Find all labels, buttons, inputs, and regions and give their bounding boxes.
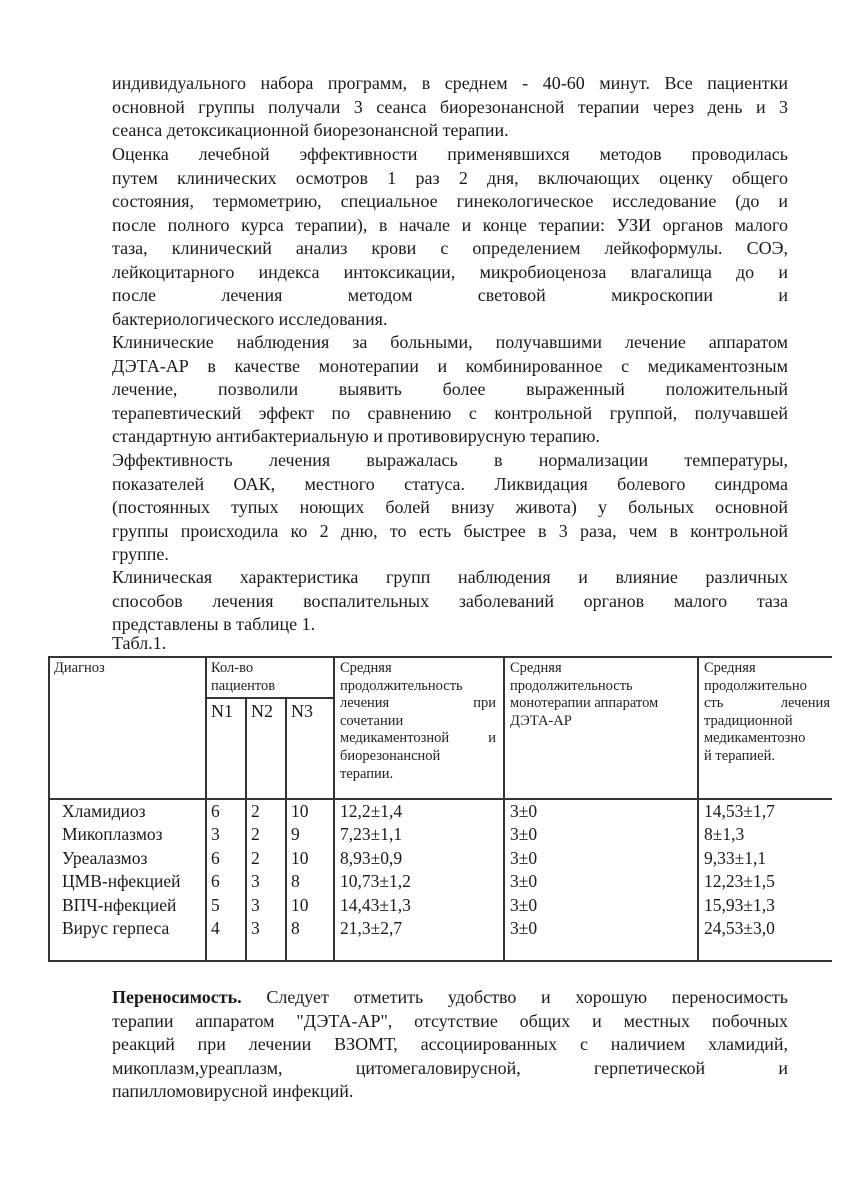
- text-line: группы происходила ко 2 дню, то есть быстрее в 3 раза, чем в контрольной: [112, 520, 788, 541]
- text-line: реакций при лечении ВЗОМТ, ассоциированных с наличием хламидий,: [112, 1034, 788, 1054]
- table-cell-combined: 12,2±1,4: [340, 801, 403, 821]
- table-col-divider: [333, 656, 335, 961]
- table-border-top: [48, 656, 832, 658]
- text-line: способов лечения воспалительных заболеваний органов малого таза: [112, 590, 788, 611]
- table-cell-n3: 10: [291, 847, 309, 868]
- table-cell-combined: 21,3±2,7: [340, 918, 403, 938]
- table-cell-n2: 2: [251, 847, 260, 868]
- text-line: Эффективность лечения выражалась в нормализации температуры,: [112, 450, 788, 470]
- text-line: Клиническая характеристика групп наблюдения и влияние различных: [112, 567, 788, 587]
- header-line: продолжительность: [510, 677, 633, 694]
- text-line: Клинические наблюдения за больными, получавшими лечение аппаратом: [112, 332, 788, 352]
- header-line: лечения при: [340, 695, 496, 712]
- table-cell-n2: 3: [251, 918, 260, 938]
- text-line: состояния, термометрию, специальное гинекологическое исследование (до и: [112, 191, 788, 211]
- paragraph-4: [112, 449, 788, 567]
- text-line: группе.: [112, 544, 169, 564]
- table-subheader-divider: [205, 697, 333, 699]
- table-col-divider: [697, 656, 699, 961]
- header-line: Средняя: [340, 660, 392, 676]
- text-line: микоплазм,уреаплазм, цитомегаловирусной, герпетической и: [112, 1057, 788, 1078]
- text-line: папилломовирусной инфекций.: [112, 1081, 354, 1101]
- text-line: индивидуального набора программ, в среднем - 40-60 минут. Все пациентки: [112, 73, 788, 93]
- header-line: терапии.: [340, 765, 394, 782]
- table-cell-n2: 3: [251, 894, 260, 915]
- table-col-divider: [205, 656, 207, 961]
- table-border-left: [48, 656, 50, 961]
- table-cell-n3: 9: [291, 824, 300, 845]
- text-line: ДЭТА-АР в качестве монотерапии и комбинированное с медикаментозным: [112, 355, 788, 376]
- table-cell-mono: 3±0: [510, 871, 538, 892]
- table-cell-n3: 8: [291, 918, 300, 938]
- header-line: Кол-во: [211, 660, 254, 676]
- table-col-divider: [245, 697, 247, 961]
- table-cell-traditional: 9,33±1,1: [704, 847, 767, 868]
- text-line: показателей ОАК, местного статуса. Ликвидация болевого синдрома: [112, 473, 788, 494]
- table-cell-n1: 6: [211, 847, 220, 868]
- header-diagnosis: Диагноз: [54, 660, 105, 676]
- table-border-bottom: [48, 960, 832, 962]
- table-col-divider: [503, 656, 505, 961]
- table-cell-n3: 10: [291, 894, 309, 915]
- header-line: медикаментозно: [704, 730, 806, 747]
- table-cell-mono: 3±0: [510, 847, 538, 868]
- table-cell-traditional: 14,53±1,7: [704, 801, 775, 821]
- table-cell-mono: 3±0: [510, 801, 538, 821]
- text-line: лечение, позволили выявить более выраженный положительный: [112, 379, 788, 399]
- text-line: основной группы получали 3 сеанса биорезонансной терапии через день и 3: [112, 96, 788, 117]
- text-line: лейкоцитарного индекса интоксикации, микробиоценоза влагалища до и: [112, 261, 788, 282]
- table-cell-n3: 10: [291, 801, 309, 821]
- text-line: стандартную антибактериальную и противовирусную терапию.: [112, 426, 600, 446]
- text-line: Оценка лечебной эффективности применявшихся методов проводилась: [112, 144, 788, 164]
- header-line: сочетании: [340, 712, 404, 729]
- table-cell-n1: 6: [211, 801, 220, 821]
- table-cell-n3: 8: [291, 871, 300, 892]
- paragraph-1: [112, 72, 788, 143]
- table-cell-combined: 8,93±0,9: [340, 847, 403, 868]
- header-line: продолжительность: [340, 677, 463, 694]
- table-col-divider: [285, 697, 287, 961]
- header-line: традиционной: [704, 712, 793, 729]
- header-line: Средняя: [704, 660, 756, 676]
- header-n3: N3: [291, 701, 313, 721]
- table-cell-combined: 10,73±1,2: [340, 871, 411, 892]
- paragraph-2: [112, 143, 788, 331]
- text-line: сеанса детоксикационной биорезонансной терапии.: [112, 120, 509, 140]
- table-cell-n1: 4: [211, 918, 220, 938]
- header-n1: N1: [211, 701, 233, 721]
- header-line: продолжительно: [704, 677, 807, 694]
- table-cell-n2: 3: [251, 871, 260, 892]
- tolerance-paragraph: [112, 986, 788, 1104]
- header-line: Средняя: [510, 660, 562, 676]
- table-cell-diagnosis: ЦМВ-нфекцией: [62, 871, 181, 892]
- table-cell-combined: 7,23±1,1: [340, 824, 403, 845]
- header-combined-therapy: [340, 660, 496, 783]
- table-cell-n1: 3: [211, 824, 220, 845]
- text-line: (постоянных тупых ноющих болей внизу живота) у больных основной: [112, 497, 788, 517]
- table-cell-diagnosis: Хламидиоз: [62, 801, 146, 821]
- table-cell-traditional: 8±1,3: [704, 824, 745, 845]
- text-line: терапии аппаратом "ДЭТА-АР", отсутствие общих и местных побочных: [112, 1010, 788, 1031]
- table-cell-diagnosis: Уреалазмоз: [62, 847, 148, 868]
- paragraph-5: [112, 566, 788, 637]
- table-cell-traditional: 24,53±3,0: [704, 918, 775, 938]
- table-caption: Табл.1.: [112, 633, 167, 653]
- paragraph-3: [112, 331, 788, 449]
- header-patient-count: [211, 660, 329, 695]
- text-line: после лечения методом световой микроскопии и: [112, 285, 788, 305]
- header-monotherapy: [510, 660, 694, 730]
- header-line: сть лечения: [704, 695, 830, 712]
- header-line: медикаментозной и: [340, 730, 496, 747]
- header-line: монотерапии аппаратом: [510, 695, 659, 712]
- table-cell-combined: 14,43±1,3: [340, 894, 411, 915]
- text-line: таза, клинический анализ крови с определением лейкоформулы. СОЭ,: [112, 238, 788, 258]
- results-table: [48, 656, 832, 961]
- header-line: биорезонансной: [340, 747, 441, 764]
- text-line: бактериологического исследования.: [112, 308, 388, 329]
- table-cell-n1: 5: [211, 894, 220, 915]
- tolerance-heading: Переносимость.: [112, 987, 242, 1007]
- table-cell-traditional: 15,93±1,3: [704, 894, 775, 915]
- text-line: представлены в таблице 1.: [112, 614, 316, 634]
- table-cell-n2: 2: [251, 824, 260, 845]
- text-line: путем клинических осмотров 1 раз 2 дня, включающих оценку общего: [112, 167, 788, 188]
- table-cell-mono: 3±0: [510, 894, 538, 915]
- text-line: терапевтический эффект по сравнению с контрольной группой, получавшей: [112, 402, 788, 423]
- table-cell-traditional: 12,23±1,5: [704, 871, 775, 892]
- text-line: после полного курса терапии), в начале и конце терапии: УЗИ органов малого: [112, 214, 788, 235]
- header-line: ДЭТА-АР: [510, 712, 572, 729]
- table-cell-mono: 3±0: [510, 918, 538, 938]
- header-line: й терапией.: [704, 747, 775, 764]
- table-cell-n1: 6: [211, 871, 220, 892]
- header-traditional-therapy: [704, 660, 830, 766]
- header-n2: N2: [251, 701, 273, 721]
- header-line: пациентов: [211, 677, 276, 694]
- text-line: [112, 986, 788, 1010]
- table-cell-diagnosis: Микоплазмоз: [62, 824, 163, 845]
- table-cell-n2: 2: [251, 801, 260, 821]
- table-cell-diagnosis: ВПЧ-нфекцией: [62, 894, 177, 915]
- table-cell-diagnosis: Вирус герпеса: [62, 918, 170, 938]
- table-cell-mono: 3±0: [510, 824, 538, 845]
- tolerance-text: Следует отметить удобство и хорошую переносимость: [266, 987, 788, 1007]
